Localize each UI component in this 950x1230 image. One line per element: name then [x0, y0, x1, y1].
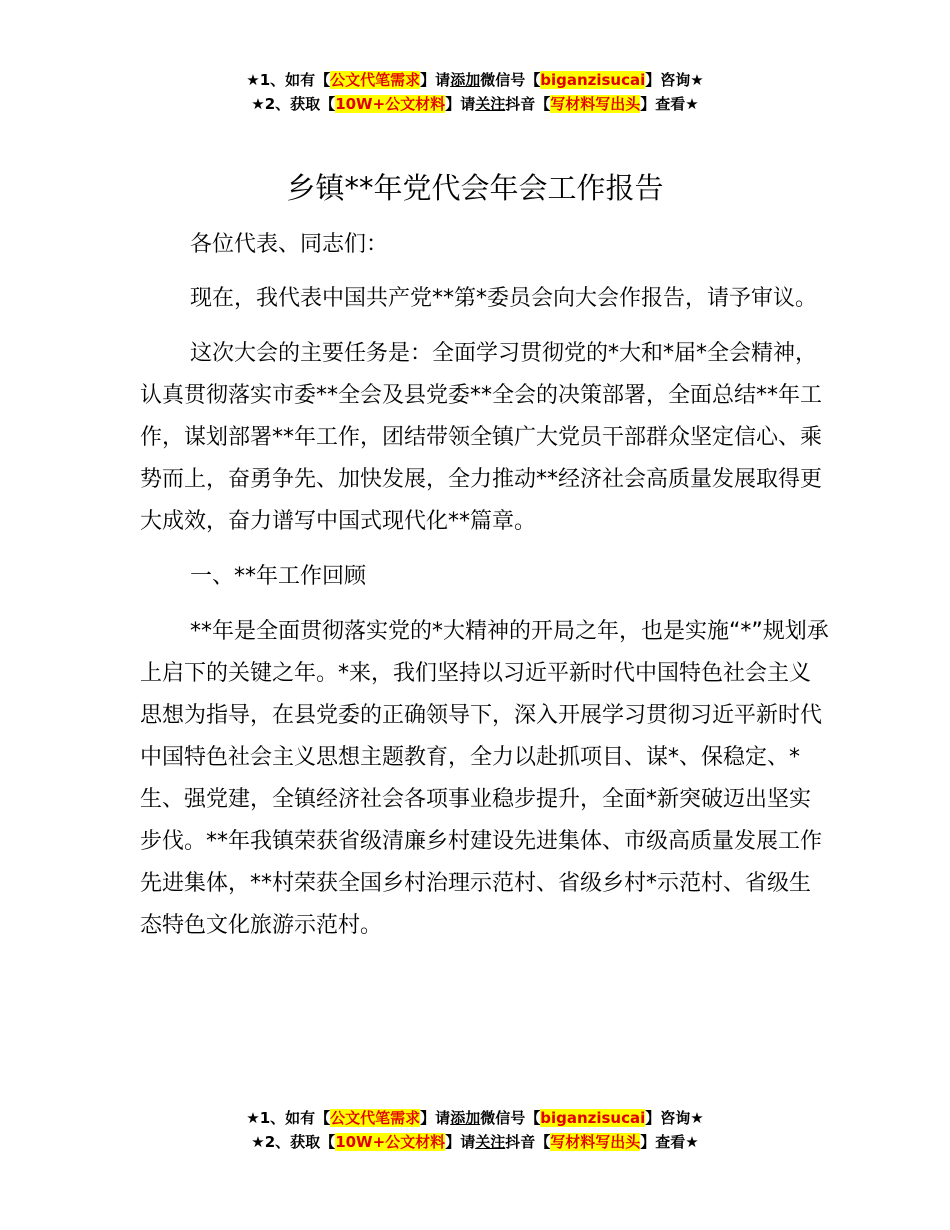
banner-text: 】查看★ — [640, 1133, 699, 1151]
banner-highlight: biganzisucai — [540, 1109, 646, 1127]
document-body — [140, 224, 830, 960]
banner-line-2 — [0, 92, 950, 116]
banner-text: 】咨询★ — [645, 71, 704, 89]
banner-text: ★1、如有【 — [246, 71, 331, 89]
banner-highlight: 写材料写出头 — [550, 1133, 641, 1151]
header-banner — [0, 68, 950, 116]
banner-highlight: 10W+公文材料 — [335, 95, 446, 113]
banner-highlight: biganzisucai — [540, 71, 646, 89]
banner-text: 】请 — [420, 1109, 451, 1127]
banner-highlight: 写材料写出头 — [550, 95, 641, 113]
banner-text: ★2、获取【 — [251, 1133, 336, 1151]
document-title: 乡镇**年党代会年会工作报告 — [286, 171, 664, 205]
footer-banner — [0, 1106, 950, 1154]
banner-underlined: 关注 — [475, 1133, 506, 1151]
banner-text: ★2、获取【 — [251, 95, 336, 113]
banner-text: 微信号【 — [480, 71, 541, 89]
banner-underlined: 添加 — [450, 71, 481, 89]
banner-underlined: 关注 — [475, 95, 506, 113]
banner-text: 抖音【 — [505, 1133, 551, 1151]
banner-text: 】请 — [445, 1133, 476, 1151]
banner-line-1 — [0, 1106, 950, 1130]
banner-text: 微信号【 — [480, 1109, 541, 1127]
banner-underlined: 添加 — [450, 1109, 481, 1127]
banner-text: 】请 — [420, 71, 451, 89]
paragraph-intro: 现在，我代表中国共产党**第*委员会向大会作报告，请予审议。 — [190, 286, 818, 311]
banner-text: ★1、如有【 — [246, 1109, 331, 1127]
paragraph-greeting: 各位代表、同志们： — [190, 232, 389, 257]
banner-line-2 — [0, 1130, 950, 1154]
banner-text: 】咨询★ — [645, 1109, 704, 1127]
banner-text: 抖音【 — [505, 95, 551, 113]
section-heading: 一、**年工作回顾 — [190, 564, 367, 589]
paragraph-tasks: 这次大会的主要任务是：全面学习贯彻党的*大和*届*全会精神，认真贯彻落实市委**全会及县党委**全会的决策部署，全面总结**年工作，谋划部署**年工作，团结带领全镇广大党员干部群众坚定信心、乘势而上，奋勇争先、加快发展，全力推动**经济社会高质量发展取得更大成效，奋力谱写中国式现代化**篇章。 — [140, 341, 823, 534]
banner-line-1 — [0, 68, 950, 92]
paragraph-review: **年是全面贯彻落实党的*大精神的开局之年，也是实施“*”规划承上启下的关键之年。*来，我们坚持以习近平新时代中国特色社会主义思想为指导，在县党委的正确领导下，深入开展学习贯彻习近平新时代中国特色社会主义思想主题教育，全力以赴抓项目、谋*、保稳定、*生、强党建，全镇经济社会各项事业稳步提升，全面*新突破迈出坚实步伐。**年我镇荣获省级清廉乡村建设先进集体、市级高质量发展工作先进集体，**村荣获全国乡村治理示范村、省级乡村*示范村、省级生态特色文化旅游示范村。 — [140, 619, 829, 938]
banner-text: 】查看★ — [640, 95, 699, 113]
banner-highlight: 公文代笔需求 — [330, 71, 421, 89]
banner-highlight: 10W+公文材料 — [335, 1133, 446, 1151]
banner-text: 】请 — [445, 95, 476, 113]
banner-highlight: 公文代笔需求 — [330, 1109, 421, 1127]
